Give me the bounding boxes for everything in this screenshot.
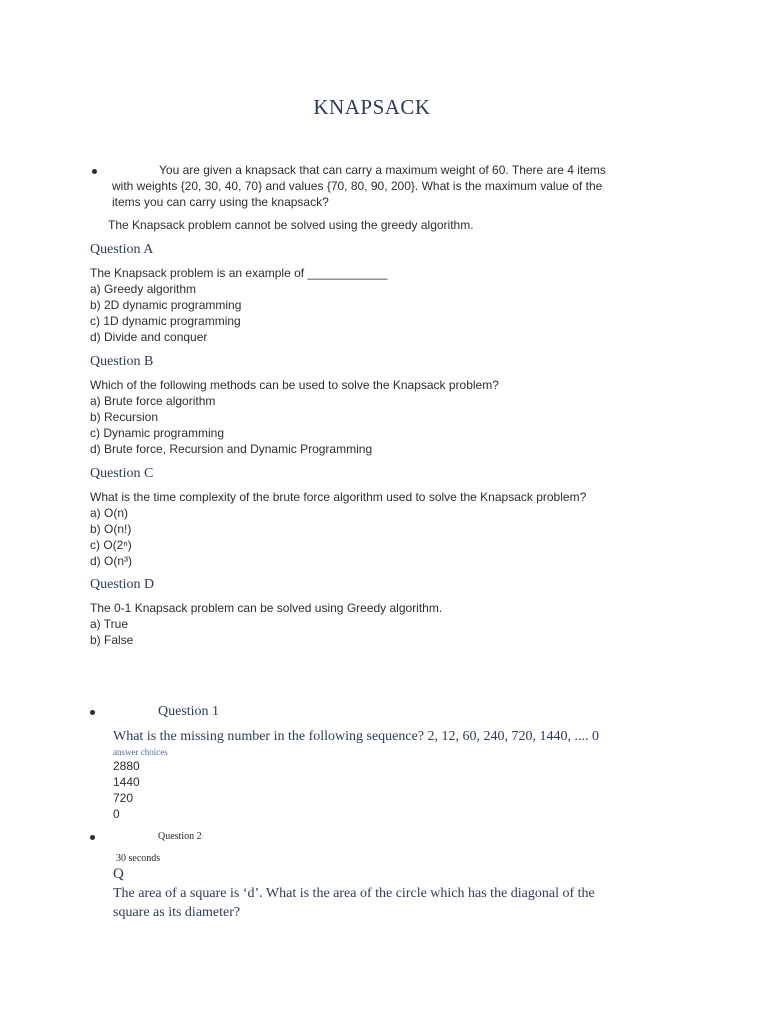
- answer-option: c) 1D dynamic programming: [90, 314, 241, 328]
- answer-option: a) Brute force algorithm: [90, 394, 216, 408]
- answer-option: d) Brute force, Recursion and Dynamic Programming: [90, 442, 373, 456]
- bullet-intro: [92, 169, 97, 174]
- question-line: Which of the following methods can be used to solve the Knapsack problem?: [90, 378, 499, 392]
- intro-line: items you can carry using the knapsack?: [112, 195, 329, 209]
- answer-choice: 0: [113, 807, 120, 821]
- answer-choice: 1440: [113, 775, 140, 789]
- question-a-heading: Question A: [90, 242, 154, 257]
- question-2-line: The area of a square is ‘d’. What is the area of the circle which has the diagonal of the: [113, 886, 595, 901]
- answer-option: b) Recursion: [90, 410, 159, 424]
- answer-choice: 2880: [113, 759, 140, 773]
- question-c-body: [90, 489, 586, 569]
- answer-option: a) True: [90, 617, 129, 631]
- intro-paragraph: [112, 162, 672, 210]
- question-2-timer: 30 seconds: [116, 853, 161, 864]
- question-d-heading: Question D: [90, 577, 155, 592]
- answer-option: d) O(n³): [90, 554, 132, 568]
- answer-option: b) False: [90, 633, 134, 647]
- question-a-body: [90, 265, 388, 345]
- answer-option: d) Divide and conquer: [90, 330, 208, 344]
- question-c-heading: Question C: [90, 466, 154, 481]
- answer-option: c) O(2ⁿ): [90, 538, 132, 552]
- answer-option: c) Dynamic programming: [90, 426, 225, 440]
- question-1-choices: [113, 758, 140, 822]
- answer-choices-label: answer choices: [113, 747, 168, 757]
- question-line: The 0-1 Knapsack problem can be solved using Greedy algorithm.: [90, 601, 443, 615]
- bullet-question-2: [90, 835, 95, 840]
- question-1-heading: Question 1: [158, 704, 220, 719]
- question-b-heading: Question B: [90, 354, 154, 369]
- question-b-body: [90, 377, 499, 457]
- question-d-body: [90, 600, 442, 648]
- answer-option: b) O(n!): [90, 522, 132, 536]
- question-line: What is the time complexity of the brute force algorithm used to solve the Knapsack problem?: [90, 490, 587, 504]
- answer-option: b) 2D dynamic programming: [90, 298, 242, 312]
- question-2-q-label: Q: [113, 866, 124, 882]
- bullet-question-1: [90, 710, 95, 715]
- question-2-text: [113, 884, 595, 922]
- intro-line: with weights {20, 30, 40, 70} and values {70, 80, 90, 200}. What is the maximum value of the: [112, 179, 603, 193]
- question-line: The Knapsack problem is an example of ____________: [90, 266, 388, 280]
- question-1-text: What is the missing number in the following sequence? 2, 12, 60, 240, 720, 1440, .... 0: [113, 729, 600, 744]
- document-title: KNAPSACK: [313, 95, 431, 119]
- intro-line: You are given a knapsack that can carry a maximum weight of 60. There are 4 items: [159, 163, 606, 177]
- intro-statement: The Knapsack problem cannot be solved using the greedy algorithm.: [108, 218, 474, 232]
- answer-option: a) Greedy algorithm: [90, 282, 197, 296]
- question-2-line: square as its diameter?: [113, 905, 241, 920]
- answer-option: a) O(n): [90, 506, 129, 520]
- answer-choice: 720: [113, 791, 134, 805]
- question-2-heading: Question 2: [158, 831, 202, 842]
